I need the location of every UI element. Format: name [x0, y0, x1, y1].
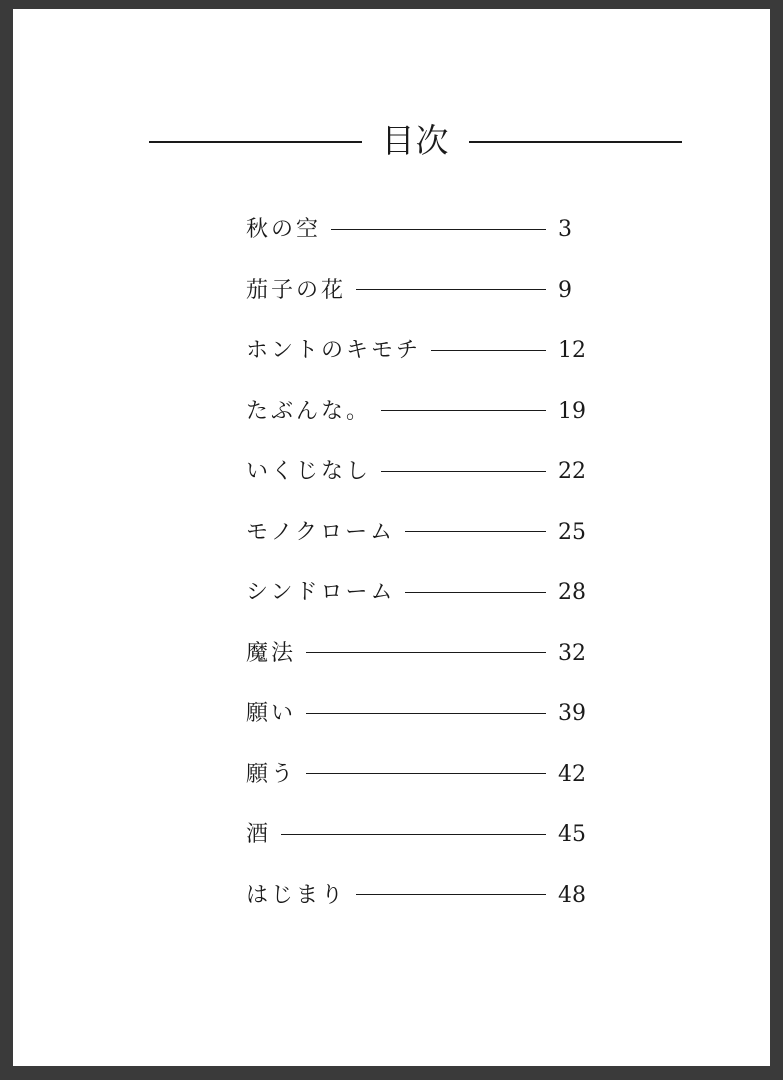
toc-leader-line [431, 350, 546, 351]
toc-entry-title: ホントのキモチ [246, 338, 422, 363]
toc-entry[interactable] [246, 452, 586, 492]
toc-leader-line [381, 471, 546, 472]
toc-entry[interactable] [246, 634, 586, 674]
toc-leader-line [306, 713, 546, 714]
toc-entry-title: 願い [246, 701, 297, 726]
toc-entry[interactable] [246, 815, 586, 855]
toc-leader-line [405, 531, 546, 532]
toc-entry[interactable] [246, 271, 586, 311]
document-page [13, 9, 770, 1066]
toc-entry[interactable] [246, 573, 586, 613]
toc-leader-line [281, 834, 546, 835]
toc-entry-page: 19 [558, 398, 586, 424]
toc-leader-line [306, 773, 546, 774]
table-of-contents [246, 210, 586, 936]
toc-entry-title: たぶんな。 [246, 398, 372, 424]
toc-entry-title: 願う [246, 761, 297, 787]
toc-leader-line [331, 229, 546, 230]
toc-entry-title: いくじなし [246, 459, 372, 484]
toc-entry[interactable] [246, 331, 586, 371]
toc-entry[interactable] [246, 876, 586, 916]
toc-entry-page: 9 [558, 277, 572, 303]
toc-entry-title: はじまり [246, 882, 347, 908]
toc-heading-row [13, 119, 770, 163]
toc-entry-page: 32 [558, 640, 586, 666]
toc-entry-title: 茄子の花 [246, 277, 347, 303]
toc-leader-line [306, 652, 546, 653]
toc-entry[interactable] [246, 755, 586, 795]
toc-entry-page: 45 [558, 822, 586, 847]
toc-entry[interactable] [246, 210, 586, 250]
toc-leader-line [381, 410, 546, 411]
toc-entry[interactable] [246, 694, 586, 734]
toc-entry-page: 25 [558, 519, 586, 545]
toc-entry-title: 魔法 [246, 640, 297, 666]
toc-entry-title: 秋の空 [246, 217, 322, 242]
toc-entry-title: シンドローム [246, 580, 396, 605]
toc-leader-line [356, 289, 546, 290]
toc-entry[interactable] [246, 392, 586, 432]
toc-entry-title: モノクローム [246, 519, 396, 545]
toc-entry-page: 42 [558, 761, 586, 787]
toc-entry-page: 28 [558, 580, 586, 605]
toc-leader-line [405, 592, 546, 593]
toc-entry-page: 12 [558, 338, 586, 363]
toc-entry-title: 酒 [246, 822, 272, 847]
toc-entry-page: 48 [558, 882, 586, 908]
toc-entry-page: 39 [558, 701, 586, 726]
toc-entry-page: 3 [558, 217, 572, 242]
heading-rule-right [469, 141, 682, 143]
heading-rule-left [149, 141, 362, 143]
toc-entry[interactable] [246, 513, 586, 553]
toc-entry-page: 22 [558, 459, 586, 484]
toc-leader-line [356, 894, 546, 895]
toc-heading: 目次 [381, 121, 450, 160]
